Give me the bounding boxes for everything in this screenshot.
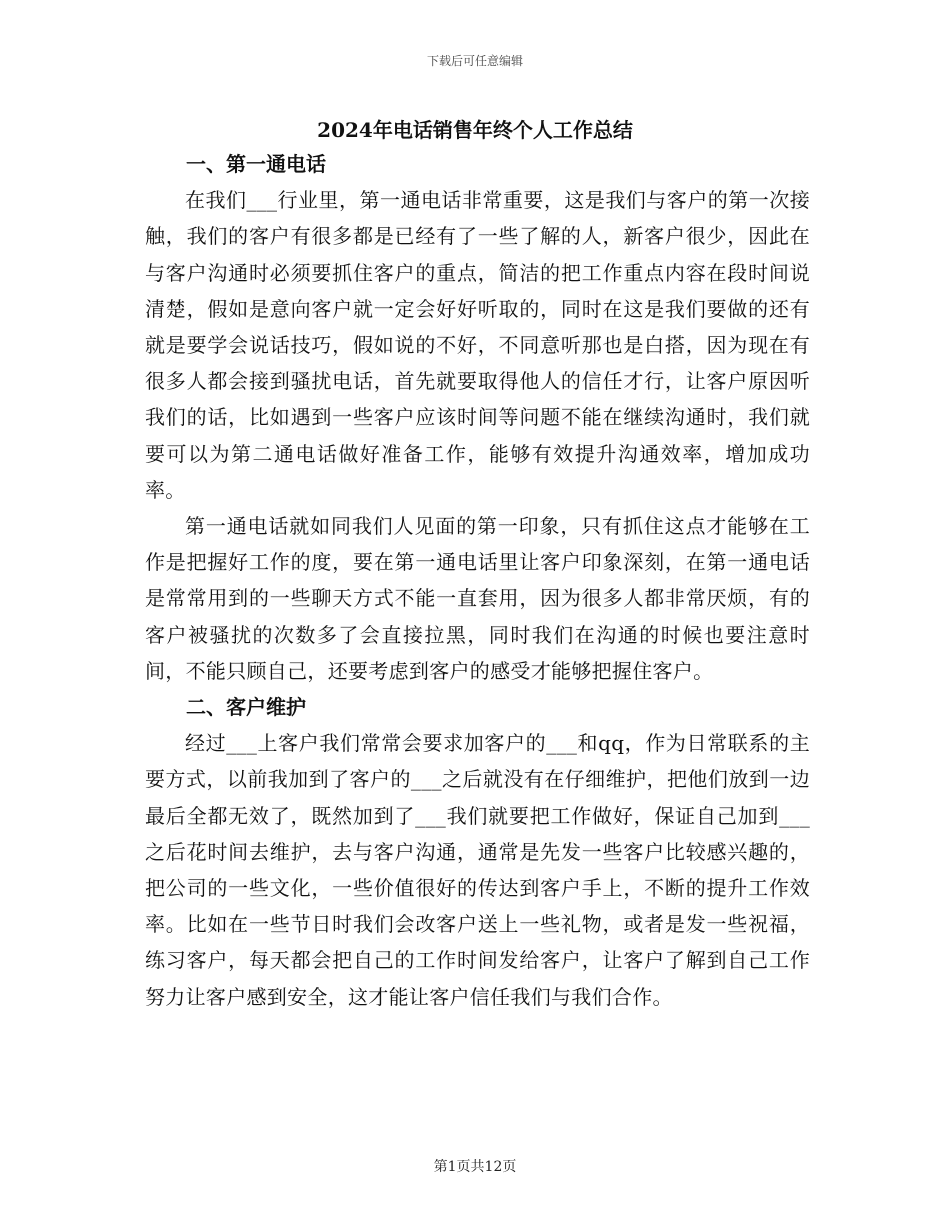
paragraph: 在我们___行业里，第一通电话非常重要，这是我们与客户的第一次接触，我们的客户有很多都是已经有了一些了解的人，新客户很少，因此在与客户沟通时必须要抓住客户的重点，简洁的把工作重点内容在段时间说清楚，假如是意向客户就一定会好好听取的，同时在这是我们要做的还有就是要学会说话技巧，假如说的不好，不同意听那也是白搭，因为现在有很多人都会接到骚扰电话，首先就要取得他人的信任才行，让客户原因听我们的话，比如遇到一些客户应该时间等问题不能在继续沟通时，我们就要可以为第二通电话做好准备工作，能够有效提升沟通效率，增加成功率。: [145, 188, 810, 502]
section-heading-first-call: 一、第一通电话: [186, 152, 326, 176]
page-number: 第1页共12页: [433, 1159, 517, 1175]
header-note: 下载后可任意编辑: [426, 54, 523, 68]
section-heading-customer-maintenance: 二、客户维护: [186, 695, 306, 720]
document-body: [145, 146, 810, 1015]
paragraph: 第一通电话就如同我们人见面的第一印象，只有抓住这点才能够在工作是把握好工作的度，要在第一通电话里让客户印象深刻，在第一通电话是常常用到的一些聊天方式不能一直套用，因为很多人都非常厌烦，有的客户被骚扰的次数多了会直接拉黑，同时我们在沟通的时候也要注意时间，不能只顾自己，还要考虑到客户的感受才能够把握住客户。: [145, 514, 810, 683]
paragraph: 经过___上客户我们常常会要求加客户的___和qq，作为日常联系的主要方式，以前我加到了客户的___之后就没有在仔细维护，把他们放到一边最后全都无效了，既然加到了___我们就要把工作做好，保证自己加到___之后花时间去维护，去与客户沟通，通常是先发一些客户比较感兴趣的，把公司的一些文化，一些价值很好的传达到客户手上，不断的提升工作效率。比如在一些节日时我们会改客户送上一些礼物，或者是发一些祝福，练习客户，每天都会把自己的工作时间发给客户，让客户了解到自己工作努力让客户感到安全，这才能让客户信任我们与我们合作。: [145, 731, 810, 1009]
document-title: 2024年电话销售年终个人工作总结: [317, 118, 633, 142]
